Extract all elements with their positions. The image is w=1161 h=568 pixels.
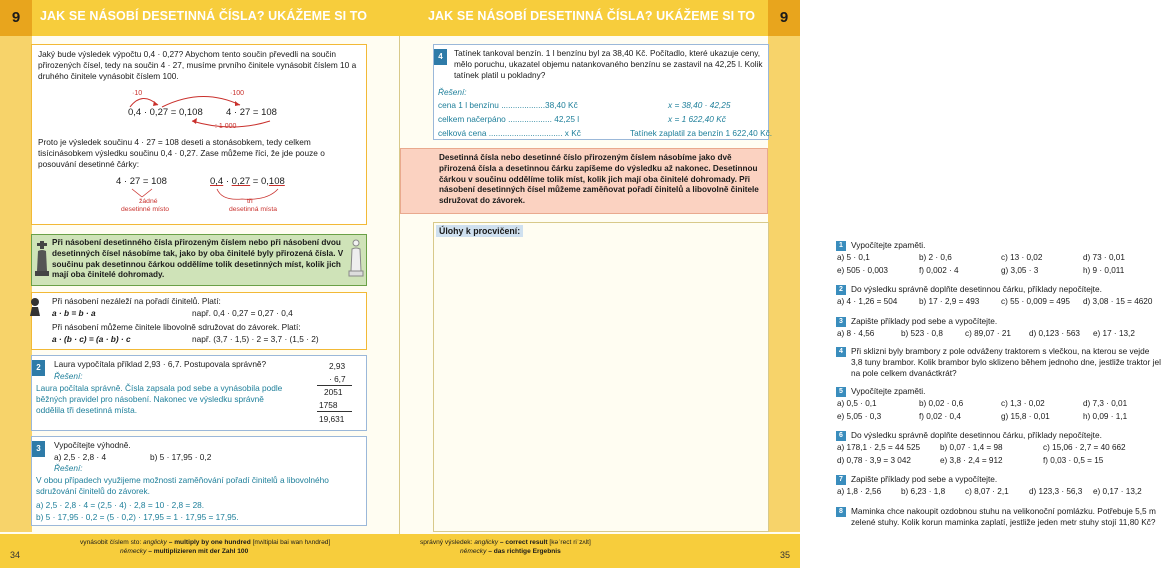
task-item: f) 0,03 · 0,5 = 15 <box>1043 456 1104 465</box>
footer-vocabulary: správný výsledek: anglicky – correct result [kəˈrect riˈzʌlt] německy – das richtige Ergebnis <box>420 539 591 555</box>
task-item: h) 9 · 0,011 <box>1083 266 1125 275</box>
ex4-row-3: celková cena ................................ x Kč <box>438 128 581 138</box>
example-3-box <box>31 436 367 526</box>
page-number: 34 <box>10 550 21 560</box>
chess-pawn-icon <box>28 297 42 319</box>
example-number: 2 <box>32 360 45 376</box>
green-rule-text: Při násobení desetinného čísla přirozeným číslem nebo při násobení dvou desetinných čísel násobíme tak, jako by oba činitelé byly přirozená čísla. V součinu pak desetinnou čárkou oddělíme tolik desetinných míst, kolik jich mají oba činitelé dohromady. <box>52 238 344 280</box>
arrowhead <box>235 101 240 106</box>
ex4-row-1: cena 1 l benzínu ...................38,40 Kč <box>438 100 578 110</box>
task-item: b) 523 · 0,8 <box>901 329 943 338</box>
rule-box <box>400 148 768 214</box>
right-sidebar <box>768 36 800 532</box>
calc-line: 1758 <box>319 400 338 410</box>
task-item: d) 3,08 · 15 = 4620 <box>1083 297 1153 306</box>
task-item: a) 4 · 1,26 = 504 <box>837 297 898 306</box>
task-number: 8 <box>836 507 846 517</box>
task-item: e) 505 · 0,003 <box>837 266 888 275</box>
calc-line: 19,631 <box>319 414 345 424</box>
task-item: b) 17 · 2,9 = 493 <box>919 297 980 306</box>
example-2-box <box>31 355 367 431</box>
task-item: f) 0,02 · 0,4 <box>919 412 961 421</box>
footer-vocabulary: vynásobit číslem sto: anglicky – multiply by one hundred [mʌltiplai bai wan hʌndrəd] německy – multiplizieren mit der Zahl 100 <box>80 539 331 555</box>
task-item: d) 0,123 · 563 <box>1029 329 1080 338</box>
task-item: e) 0,17 · 13,2 <box>1093 487 1142 496</box>
task-number: 4 <box>836 347 846 357</box>
task-item: f) 0,002 · 4 <box>919 266 959 275</box>
example-3-b: b) 5 · 17,95 · 0,2 <box>150 452 212 462</box>
diagram2-left-eq: 4 · 27 = 108 <box>116 176 167 187</box>
ex4-row-1b: x = 38,40 · 42,25 <box>668 100 731 110</box>
task-item: d) 123,3 · 56,3 <box>1029 487 1083 496</box>
label-times10: ·10 <box>132 90 143 97</box>
task-item: c) 1,3 · 0,02 <box>1001 399 1045 408</box>
example-3-a: a) 2,5 · 2,8 · 4 <box>54 452 107 462</box>
intro-text: Jaký bude výsledek výpočtu 0,4 · 0,27? Abychom tento součin převedli na součin přirozených čísel, tedy na součin 4 · 27, musíme prvního činitele vynásobit číslem 10 a druhého činitele vynásobit číslem 100. <box>38 49 357 81</box>
task-item: a) 0,5 · 0,1 <box>837 399 877 408</box>
task-title: Do výsledku správně doplňte desetinnou čárku, příklady nepočítejte. <box>851 284 1102 294</box>
exercises-heading: Úlohy k procvičení: <box>436 225 523 237</box>
example-4-box <box>433 44 773 140</box>
left-page <box>0 0 400 568</box>
prop1-text: Při násobení nezáleží na pořadí činitelů. Platí: <box>52 296 221 306</box>
task-item: e) 17 · 13,2 <box>1093 329 1135 338</box>
ex4-row-3b: Tatínek zaplatil za benzín 1 622,40 Kč. <box>630 128 773 138</box>
task-number: 7 <box>836 475 846 485</box>
example-number: 4 <box>434 49 447 65</box>
page-number: 35 <box>779 550 790 560</box>
task-title: Maminka chce nakoupit ozdobnou stuhu na velikonoční pomlázku. Potřebuje 5,5 m zelené stuhy. Kolik korun maminka zaplatí, jestliže jeden metr stuhy stojí 11,80 Kč? <box>851 506 1156 527</box>
task-item: e) 5,05 · 0,3 <box>837 412 882 421</box>
task-item: b) 0,07 · 1,4 = 98 <box>940 443 1003 452</box>
task-title: Do výsledku správně doplňte desetinnou čárku, příklady nepočítejte. <box>851 430 1102 440</box>
task-number: 2 <box>836 285 846 295</box>
task-title: Při sklizni byly brambory z pole odváženy traktorem s vlečkou, na kterou se vejde 3,8 tuny brambor. Kolik brambor bylo sklizeno během jednoho dne, jestliže traktor jel na pole celkem dvanáctkrát? <box>851 346 1161 378</box>
left-footer <box>0 534 400 568</box>
intro-box <box>31 44 367 225</box>
task-number: 1 <box>836 241 846 251</box>
prop2-formula: a · (b · c) = (a · b) · c <box>52 334 131 344</box>
right-page <box>400 0 1161 568</box>
label-times100: ·100 <box>230 90 245 97</box>
task-item: a) 8 · 4,56 <box>837 329 875 338</box>
ex4-row-2: celkem načerpáno ................... 42,25 l <box>438 114 580 124</box>
task-item: d) 0,78 · 3,9 = 3 042 <box>837 456 911 465</box>
task-item: d) 73 · 0,01 <box>1083 253 1125 262</box>
example-number: 3 <box>32 441 45 457</box>
prop1-example: např. 0,4 · 0,27 = 0,27 · 0,4 <box>192 308 293 318</box>
task-number: 3 <box>836 317 846 327</box>
label-div1000: : 1 000 <box>215 123 237 130</box>
chess-queen-icon <box>349 239 363 279</box>
task-item: g) 15,8 · 0,01 <box>1001 412 1050 421</box>
calc-line: 2051 <box>324 387 343 397</box>
example-2-task: Laura vypočítala příklad 2,93 · 6,7. Postupovala správně? <box>54 359 267 369</box>
task-item: b) 2 · 0,6 <box>919 253 952 262</box>
left-chapter-title: JAK SE NÁSOBÍ DESETINNÁ ČÍSLA? UKÁŽEME SI TO <box>40 9 368 23</box>
task-item: c) 8,07 · 2,1 <box>965 487 1009 496</box>
task-item: a) 5 · 0,1 <box>837 253 870 262</box>
rule-box-green <box>31 234 367 286</box>
label-none-2: desetinné místo <box>121 206 169 213</box>
rule-text: Desetinná čísla nebo desetinné číslo přirozeným číslem násobíme jako dvě přirozená čísla a desetinnou čárku zapíšeme do výsledku až nakonec. Desetinnou čárkou v součinu oddělíme tolik míst, kolik jich mají oba činitelé dohromady. Při násobení desetinných čísel můžeme zaměňovat pořadí činitelů a libovolně činitele sdružovat do závorek. <box>439 153 759 206</box>
task-title: Zapište příklady pod sebe a vypočítejte. <box>851 474 998 484</box>
left-header <box>0 0 400 36</box>
label-three-1: tři <box>247 198 253 205</box>
prop1-formula: a · b = b · a <box>52 308 96 318</box>
right-header <box>400 0 800 36</box>
label-three-2: desetinná místa <box>229 206 277 213</box>
diagram1-right-eq: 4 · 27 = 108 <box>226 107 277 118</box>
right-chapter-title: JAK SE NÁSOBÍ DESETINNÁ ČÍSLA? UKÁŽEME SI TO <box>428 9 756 23</box>
task-title: Vypočítejte zpaměti. <box>851 386 926 396</box>
reseni-label: Řešení: <box>54 463 83 473</box>
example-3-solution-a: a) 2,5 · 2,8 · 4 = (2,5 · 4) · 2,8 = 10 · 2,8 = 28. <box>36 500 205 510</box>
right-chapter-number: 9 <box>768 0 800 36</box>
task-item: h) 0,09 · 1,1 <box>1083 412 1128 421</box>
task-number: 6 <box>836 431 846 441</box>
calc-line: · 6,7 <box>329 374 346 384</box>
task-item: c) 89,07 · 21 <box>965 329 1011 338</box>
task-title: Vypočítejte zpaměti. <box>851 240 926 250</box>
example-4-task: Tatínek tankoval benzín. 1 l benzínu byl za 38,40 Kč. Počítadlo, které ukazuje ceny, mělo poruchu, ukazatel objemu natankovaného benzínu se zastavil na 42,25 l. Kolik tatínek platil u pokladny? <box>454 48 763 80</box>
example-3-solution-b: b) 5 · 17,95 · 0,2 = (5 · 0,2) · 17,95 = 1 · 17,95 = 17,95. <box>36 512 239 522</box>
diagram1-left-eq: 0,4 · 0,27 = 0,108 <box>128 107 203 118</box>
task-item: b) 0,02 · 0,6 <box>919 399 964 408</box>
reseni-label: Řešení: <box>438 87 467 97</box>
example-3-task: Vypočítejte výhodně. <box>54 440 131 450</box>
task-item: b) 6,23 · 1,8 <box>901 487 946 496</box>
right-footer <box>400 534 800 568</box>
task-item: e) 3,8 · 2,4 = 912 <box>940 456 1003 465</box>
task-item: c) 55 · 0,009 = 495 <box>1001 297 1070 306</box>
calc-line: 2,93 <box>329 361 346 371</box>
task-title: Zapište příklady pod sebe a vypočítejte. <box>851 316 998 326</box>
diagram2-right-eq: 0,4 · 0,27 = 0,108 <box>210 176 285 187</box>
task-item: a) 178,1 · 2,5 = 44 525 <box>837 443 921 452</box>
exercises-section <box>433 222 769 532</box>
properties-box <box>31 292 367 350</box>
arrowhead <box>192 118 197 124</box>
example-3-text: V obou případech využijeme možnosti zaměňování pořadí činitelů a libovolného sdružování činitelů do závorek. <box>36 475 329 496</box>
para2-text: Proto je výsledek součinu 4 · 27 = 108 deseti a stonásobkem, tedy celkem tisícinásobkem výsledku součinu 0,4 · 0,27. Zase můžeme říci, že jde pouze o posouvání desetinné čárky: <box>38 137 325 169</box>
calc-rule <box>317 385 352 386</box>
prop2-example: např. (3,7 · 1,5) · 2 = 3,7 · (1,5 · 2) <box>192 334 319 344</box>
arrow <box>132 189 142 197</box>
reseni-label: Řešení: <box>54 371 83 381</box>
label-none-1: žádné <box>139 198 158 205</box>
task-number: 5 <box>836 387 846 397</box>
ex4-row-2b: x = 1 622,40 Kč <box>668 114 726 124</box>
example-2-answer: Laura počítala správně. Čísla zapsala pod sebe a vynásobila podle běžných pravidel pro násobení. Nakonec ve výsledku správně oddělila tři desetinná místa. <box>36 383 283 415</box>
task-item: d) 7,3 · 0,01 <box>1083 399 1128 408</box>
arc-times100 <box>162 96 240 107</box>
chess-king-icon <box>35 239 49 279</box>
arrow <box>142 189 152 197</box>
calc-rule <box>317 411 352 412</box>
task-item: c) 15,06 · 2,7 = 40 662 <box>1043 443 1126 452</box>
left-chapter-number: 9 <box>0 0 32 36</box>
left-sidebar <box>0 36 32 532</box>
task-item: c) 13 · 0,02 <box>1001 253 1043 262</box>
task-item: a) 1,8 · 2,56 <box>837 487 882 496</box>
task-item: g) 3,05 · 3 <box>1001 266 1039 275</box>
prop2-text: Při násobení můžeme činitele libovolně sdružovat do závorek. Platí: <box>52 322 301 332</box>
